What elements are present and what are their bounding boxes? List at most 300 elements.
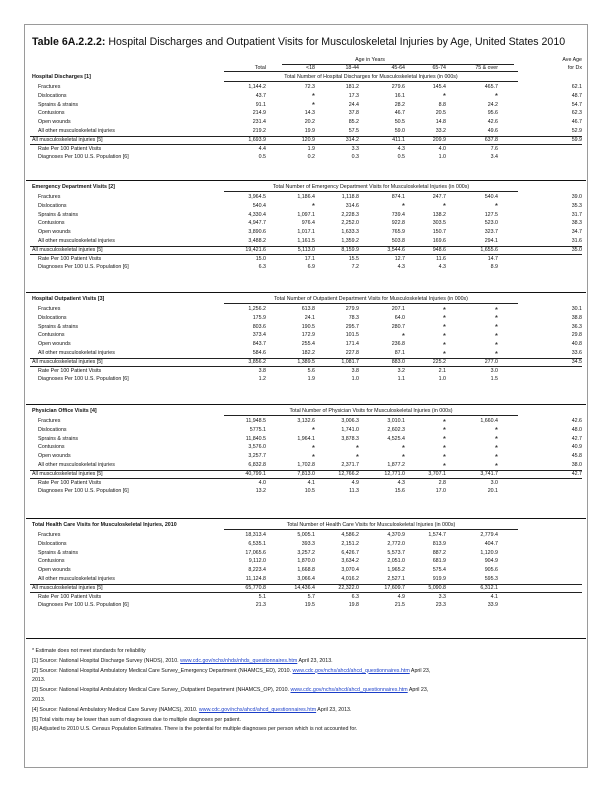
table-cell: 3.0 [490,367,498,374]
unreliable-estimate-marker: * [494,426,498,436]
table-cell: 95.6 [487,110,498,117]
table-cell: 207.1 [391,306,405,312]
footnote-link[interactable]: www.cdc.gov/nchs/ahcd/ahcd_questionnaires.htm [290,687,408,694]
table-cell: 540.4 [252,202,266,209]
section-title: Total Health Care Visits for Musculoskeletal Injuries, 2010 [32,522,177,528]
row-label: Diagnoses Per 100 U.S. Population [6] [38,154,129,161]
table-cell: 14.8 [435,119,446,126]
table-cell: 887.2 [432,549,446,556]
table-cell: 2.8 [438,479,446,486]
unreliable-estimate-marker: * [494,452,498,462]
table-cell: 1,655.6 [480,246,498,253]
table-cell: 3,741.7 [480,470,498,477]
table-cell: 3.4 [490,154,498,161]
row-label: Sprains & strains [38,549,79,556]
table-cell: 236.8 [391,341,405,348]
table-cell: 19,421.6 [245,246,266,253]
table-cell: 280.7 [391,323,405,330]
ave-age-cell: 38.0 [571,462,582,468]
ave-age-cell: 59.9 [571,136,582,143]
row-label: Dislocations [38,92,67,99]
row-label: Open wounds [38,119,71,126]
row-label: Sprains & strains [38,323,79,330]
table-cell: 1.1 [397,376,405,383]
row-label: Contusions [38,220,65,227]
table-cell: 4.0 [258,479,266,486]
ave-age-cell: 34.7 [571,229,582,236]
table-cell: 4,586.2 [341,532,359,538]
table-cell: 145.4 [432,84,446,90]
table-cell: 3,544.6 [387,246,405,253]
row-label: Rate Per 100 Patient Visits [38,255,102,262]
total-row-rule-bottom [30,478,318,479]
table-cell: 4.3 [397,479,405,486]
ave-age-cell: 46.7 [571,119,582,126]
table-cell: 765.9 [391,229,405,236]
table-cell: 255.4 [301,341,315,348]
table-cell: 4.3 [438,264,446,271]
table-cell: 1,574.7 [428,532,446,538]
unreliable-estimate-marker: * [311,452,315,462]
table-cell: 17.3 [348,92,359,99]
table-cell: 21.3 [255,602,266,609]
table-cell: 5,573.7 [387,549,405,556]
table-cell: 3,070.4 [341,567,359,574]
table-cell: 5,090.8 [428,584,446,591]
footnote-date: April 23, 2013. [316,706,352,713]
footnote-text: [5] Total visits may be lower than sum of diagnoses due to multiple diagnoses per patient. [32,716,241,723]
table-cell: 3,856.2 [248,358,266,365]
table-cell: 404.7 [484,540,498,547]
table-cell: 3,707.1 [428,470,446,477]
unreliable-estimate-marker: * [494,305,498,315]
ave-age-cell: 29.8 [571,332,582,339]
unreliable-estimate-marker: * [442,340,446,350]
table-cell: 11.6 [436,255,446,262]
ave-age-cell: 33.6 [571,350,582,356]
table-cell: 172.9 [301,332,315,339]
table-cell: 7,813.0 [297,470,315,477]
table-cell: 2,779.4 [480,532,498,538]
table-cell: 1,965.2 [387,567,405,574]
table-cell: 15.0 [255,255,266,262]
table-number: Table 6A.2.2.2: [32,36,106,48]
ave-age-cell: 39.0 [571,194,582,200]
footnote [32,648,146,654]
table-cell: 5775.1 [249,426,266,433]
footnote-date: April 23, 2013. [297,657,333,664]
table-cell: 11,124.8 [245,576,266,582]
footnote-continuation: 2013. [32,697,46,703]
table-cell: 3.0 [490,479,498,486]
table-cell: 1,118.8 [341,194,359,200]
row-label: Fractures [38,306,61,312]
table-cell: 14.7 [487,255,498,262]
table-cell: 843.7 [252,341,266,348]
table-cell: 14,436.4 [294,584,315,591]
table-cell: 1.9 [307,376,315,383]
unreliable-estimate-marker: * [355,443,359,453]
row-label: Fractures [38,532,61,538]
table-cell: 2,527.1 [387,576,405,582]
row-label: Sprains & strains [38,435,79,442]
unreliable-estimate-marker: * [311,426,315,436]
row-label: Open wounds [38,229,71,236]
table-cell: 314.6 [345,202,359,209]
unreliable-estimate-marker: * [494,202,498,212]
unreliable-estimate-marker: * [494,323,498,333]
footnote-link[interactable]: www.cdc.gov/nchs/nhds/nhds_questionnaires.htm [180,657,298,664]
table-cell: 1,097.1 [297,211,315,218]
table-cell: 37.8 [348,110,359,117]
total-row-rule-bottom-right [318,592,582,593]
table-cell: 411.1 [392,136,405,143]
table-cell: 1,359.2 [341,238,359,244]
table-cell: 922.8 [391,220,405,227]
footnote-date: April 23, [409,667,431,674]
table-cell: 0.3 [351,154,359,161]
table-cell: 4,370.9 [387,532,405,538]
table-cell: 175.9 [252,314,266,321]
table-cell: 294.1 [484,238,498,244]
table-cell: 575.4 [432,567,446,574]
ave-age-cell: 40.8 [571,341,582,348]
table-cell: 1,017.1 [297,229,315,236]
table-cell: 681.9 [432,558,446,565]
table-cell: 209.9 [432,136,446,143]
unreliable-estimate-marker: * [355,452,359,462]
subtitle-rule [224,303,518,304]
table-cell: 1,693.9 [248,136,266,143]
unreliable-estimate-marker: * [401,452,405,462]
ave-age-cell: 45.8 [571,453,582,460]
table-cell: 227.8 [345,350,359,356]
unreliable-estimate-marker: * [311,202,315,212]
total-row-rule-bottom-right [318,144,582,145]
table-cell: 28.2 [394,101,405,108]
row-label: Rate Per 100 Patient Visits [38,367,102,374]
subtitle-rule [224,529,518,530]
table-cell: 373.4 [252,332,266,339]
unreliable-estimate-marker: * [401,331,405,341]
table-cell: 24.4 [348,101,359,108]
unreliable-estimate-marker: * [311,443,315,453]
unreliable-estimate-marker: * [442,202,446,212]
table-cell: 21.5 [394,602,405,609]
table-cell: 22,322.0 [338,584,359,591]
table-cell: 15.6 [394,488,405,495]
ave-age-cell: 35.0 [571,246,582,253]
table-cell: 279.9 [345,306,359,312]
table-bottom-rule [26,638,586,639]
table-cell: 6,312.1 [480,584,498,591]
unreliable-estimate-marker: * [494,349,498,359]
table-cell: 3,006.3 [341,418,359,424]
section-title: Hospital Discharges [1] [32,74,91,80]
table-cell: 33.2 [435,128,446,134]
table-cell: 1,660.4 [480,418,498,424]
table-cell: 948.6 [432,246,446,253]
table-cell: 813.9 [432,540,446,547]
table-cell: 0.5 [258,154,266,161]
ave-age-cell: 62.3 [571,110,582,117]
row-label: All other musculoskeletal injuries [38,128,115,134]
table-cell: 0.5 [397,154,405,161]
table-cell: 6,832.8 [248,462,266,468]
table-cell: 2,602.3 [387,426,405,433]
table-cell: 540.4 [484,194,498,200]
row-label: All musculoskeletal injuries [5] [32,470,103,477]
table-cell: 1,389.5 [297,358,315,365]
unreliable-estimate-marker: * [401,202,405,212]
footnote [32,726,357,732]
table-cell: 8,223.4 [248,567,266,574]
total-row-rule-bottom [30,254,318,255]
table-cell: 46.7 [394,110,405,117]
ave-age-cell: 35.3 [571,202,582,209]
row-label: Dislocations [38,540,67,547]
table-cell: 393.3 [301,540,315,547]
table-cell: 20.1 [487,488,498,495]
table-cell: 3.8 [258,367,266,374]
row-label: Rate Per 100 Patient Visits [38,145,102,152]
table-cell: 4.9 [351,479,359,486]
table-cell: 169.6 [432,238,446,244]
table-cell: 1.0 [438,154,446,161]
table-cell: 2,371.7 [341,462,359,468]
ave-age-cell: 30.1 [571,306,582,312]
table-cell: 904.9 [484,558,498,565]
section-subtitle: Total Number of Health Care Visits for Musculoskeletal Injuries (in 000s) [286,522,456,528]
row-label: Open wounds [38,341,71,348]
table-cell: 64.0 [394,314,405,321]
table-cell: 43.7 [255,92,266,99]
table-cell: 4,947.7 [248,220,266,227]
table-cell: 976.4 [301,220,315,227]
row-label: Diagnoses Per 100 U.S. Population [6] [38,264,129,271]
footnote-text: [4] Source: National Ambulatory Medical Care Survey (NAMCS), 2010. [32,706,199,713]
section-divider [26,404,586,405]
table-cell: 42.6 [487,119,498,126]
table-cell: 12.7 [394,255,405,262]
table-cell: 171.4 [345,341,359,348]
table-cell: 15.5 [348,255,359,262]
table-cell: 523.0 [484,220,498,227]
section-subtitle: Total Number of Emergency Department Visits for Musculoskeletal Injuries (in 000s) [272,184,470,190]
row-label: Diagnoses Per 100 U.S. Population [6] [38,602,129,609]
unreliable-estimate-marker: * [442,323,446,333]
table-cell: 8,159.9 [341,246,359,253]
row-label: Dislocations [38,314,67,321]
table-cell: 190.5 [301,323,315,330]
row-label: Rate Per 100 Patient Visits [38,479,102,486]
table-cell: 1,668.8 [297,567,315,574]
table-cell: 78.3 [348,314,359,321]
table-cell: 465.7 [484,84,498,90]
table-cell: 2,151.2 [341,540,359,547]
table-cell: 4.0 [438,145,446,152]
footnote [32,658,333,664]
unreliable-estimate-marker: * [494,92,498,102]
column-header-rule [224,71,518,72]
table-cell: 1.9 [307,145,315,152]
column-header-0: Total [254,64,266,71]
unreliable-estimate-marker: * [442,349,446,359]
table-cell: 919.9 [432,576,446,582]
footnote-text: [2] Source: National Hospital Ambulatory Medical Care Survey_Emergency Department (NHAMCS_ED), 2010. [32,667,293,674]
row-label: Sprains & strains [38,101,79,108]
ave-age-label: Ave Age [562,57,582,63]
table-cell: 1,161.5 [297,238,315,244]
column-header-3: 45-64 [391,64,405,71]
section-subtitle: Total Number of Physician Visits for Musculoskeletal Injuries (in 000s) [289,408,453,414]
row-label: Contusions [38,332,65,339]
table-cell: 11,948.5 [245,418,266,424]
table-cell: 18,313.4 [245,532,266,538]
table-cell: 150.7 [432,229,446,236]
table-cell: 5.6 [307,367,315,374]
table-cell: 17,609.7 [384,584,405,591]
table-cell: 1,120.9 [480,549,498,556]
table-cell: 3,634.2 [341,558,359,565]
ave-age-cell: 54.7 [571,101,582,108]
row-label: All musculoskeletal injuries [5] [32,584,103,591]
unreliable-estimate-marker: * [311,92,315,102]
row-label: Open wounds [38,453,71,460]
table-cell: 24.1 [304,314,315,321]
ave-age-cell: 38.8 [571,314,582,321]
table-cell: 3.3 [438,593,446,600]
footnote [32,668,430,674]
section-divider [26,180,586,181]
unreliable-estimate-marker: * [494,340,498,350]
ave-age-cell: 31.6 [571,238,582,244]
section-title: Hospital Outpatient Visits [3] [32,296,105,302]
table-cell: 101.5 [345,332,359,339]
unreliable-estimate-marker: * [494,461,498,471]
row-label: Fractures [38,194,61,200]
ave-age-cell: 31.7 [571,211,582,218]
table-cell: 3,132.6 [297,418,315,424]
table-cell: 874.1 [391,194,405,200]
footnote-link[interactable]: www.cdc.gov/nchs/ahcd/ahcd_questionnaires.htm [198,706,317,713]
unreliable-estimate-marker: * [401,443,405,453]
row-label: Contusions [38,110,65,117]
table-title: Hospital Discharges and Outpatient Visits for Musculoskeletal Injuries by Age, United States 2010 [105,36,566,48]
ave-age-cell: 42.6 [571,418,582,424]
row-label: Rate Per 100 Patient Visits [38,593,102,600]
table-cell: 4.3 [397,264,405,271]
table-cell: 303.5 [432,220,446,227]
table-cell: 1,741.0 [341,426,359,433]
table-cell: 1,633.3 [341,229,359,236]
table-cell: 7.2 [351,264,359,271]
table-cell: 6,426.7 [341,549,359,556]
table-cell: 584.6 [252,350,266,356]
table-cell: 1,186.4 [297,194,315,200]
table-cell: 231.4 [252,119,266,126]
row-label: Dislocations [38,202,67,209]
row-label: Dislocations [38,426,67,433]
table-cell: 6.3 [351,593,359,600]
table-cell: 33.9 [487,602,498,609]
table-cell: 8.8 [438,101,446,108]
table-cell: 503.8 [391,238,405,244]
table-cell: 2,228.3 [341,211,359,218]
table-cell: 3.3 [351,145,359,152]
table-cell: 4.3 [397,145,405,152]
table-cell: 323.7 [484,229,498,236]
table-cell: 2,252.0 [341,220,359,227]
section-title: Emergency Department Visits [2] [32,184,115,190]
unreliable-estimate-marker: * [442,417,446,427]
table-cell: 7.6 [490,145,498,152]
table-cell: 3.2 [397,367,405,374]
table-cell: 4,016.2 [341,576,359,582]
table-cell: 1.2 [258,376,266,383]
table-cell: 1.0 [351,376,359,383]
table-cell: 279.6 [391,84,405,90]
total-row-rule-bottom-right [318,366,582,367]
ave-age-cell: 48.7 [571,92,582,99]
table-cell: 1,144.2 [248,84,266,90]
table-cell: 4.4 [258,145,266,152]
footnote [32,707,351,713]
table-cell: 637.8 [484,136,498,143]
for-dx-label: for Dx [567,64,582,71]
section-subtitle: Total Number of Hospital Discharges for Musculoskeletal Injuries (in 000s) [284,74,458,80]
section-divider [26,292,586,293]
ave-age-cell: 40.9 [571,444,582,451]
table-cell: 3,576.0 [248,444,266,451]
table-cell: 1,870.0 [297,558,315,565]
row-label: Contusions [38,444,65,451]
table-cell: 3,257.7 [248,453,266,460]
table-cell: 23.3 [435,602,446,609]
table-cell: 19.8 [348,602,359,609]
table-cell: 1,877.2 [387,462,405,468]
row-label: All other musculoskeletal injuries [38,238,115,244]
unreliable-estimate-marker: * [442,426,446,436]
table-cell: 4.1 [490,593,498,600]
column-header-2: 18-44 [345,64,359,71]
footnote [32,687,428,693]
unreliable-estimate-marker: * [494,435,498,445]
footnote-date: April 23, [407,687,429,694]
footnote-link[interactable]: www.cdc.gov/nchs/ahcd/ahcd_questionnaires.htm [292,667,410,674]
footnote-text: [3] Source: National Hospital Ambulatory Medical Care Survey_Outpatient Department (NHAMCS_OP), 2010. [32,687,291,694]
total-row-rule-bottom [30,366,318,367]
table-cell: 3,964.5 [248,194,266,200]
table-cell: 6.9 [307,264,315,271]
table-cell: 883.0 [391,358,405,365]
table-cell: 905.6 [484,567,498,574]
table-cell: 72.3 [304,84,315,90]
table-cell: 20.2 [304,119,315,126]
row-label: All other musculoskeletal injuries [38,462,115,468]
table-cell: 1.0 [438,376,446,383]
unreliable-estimate-marker: * [442,314,446,324]
row-label: Fractures [38,84,61,90]
ave-age-cell: 36.3 [571,323,582,330]
table-cell: 8.9 [490,264,498,271]
unreliable-estimate-marker: * [442,305,446,315]
table-cell: 6,535.1 [248,540,266,547]
unreliable-estimate-marker: * [442,443,446,453]
table-cell: 181.2 [345,84,359,90]
unreliable-estimate-marker: * [442,452,446,462]
ave-age-cell: 52.9 [571,128,582,134]
